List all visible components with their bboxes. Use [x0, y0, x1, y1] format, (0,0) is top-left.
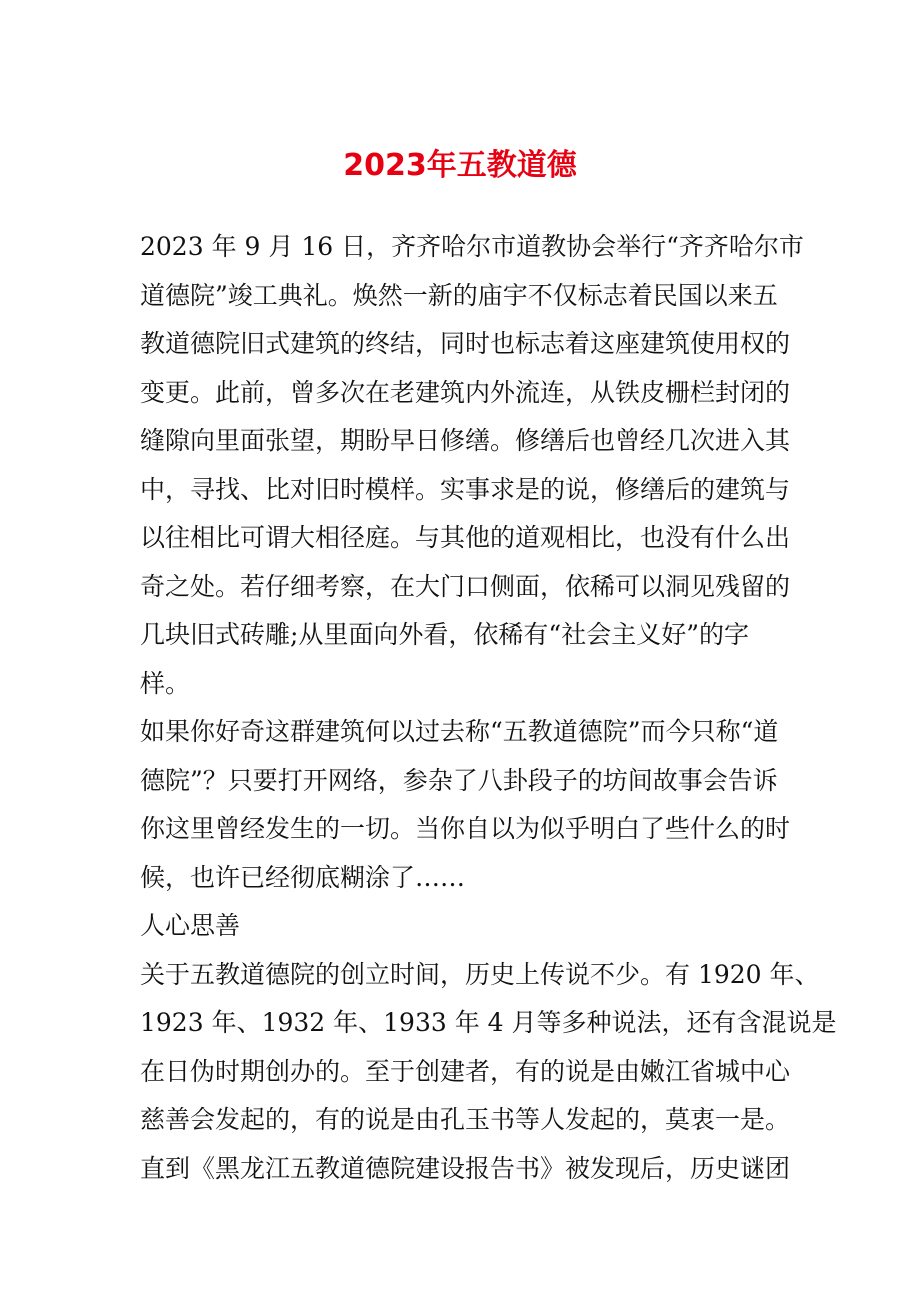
text-line: 变更。此前，曾多次在老建筑内外流连，从铁皮栅栏封闭的	[140, 377, 791, 407]
text-line: 几块旧式砖雕;从里面向外看，依稀有“社会主义好”的字	[140, 620, 749, 649]
text-line: 2023 年 9 月 16 日，齐齐哈尔市道教协会举行“齐齐哈尔市	[140, 232, 804, 261]
document-title: 2023年五教道德	[343, 148, 577, 183]
text-line: 德院”？只要打开网络，参杂了八卦段子的坊间故事会告诉	[140, 765, 778, 795]
text-line: 奇之处。若仔细考察，在大门口侧面，依稀可以洞见残留的	[140, 571, 791, 601]
text-line: 以往相比可谓大相径庭。与其他的道观相比，也没有什么出	[140, 523, 791, 552]
text-line: 你这里曾经发生的一切。当你自以为似乎明白了些什么的时	[140, 814, 791, 843]
text-line: 如果你好奇这群建筑何以过去称“五教道德院”而今只称“道	[140, 717, 779, 746]
text-line: 缝隙向里面张望，期盼早日修缮。修缮后也曾经几次进入其	[140, 426, 791, 455]
text-line: 在日伪时期创办的。至于创建者，有的说是由嫩江省城中心	[140, 1056, 791, 1086]
text-line: 候，也许已经彻底糊涂了……	[140, 862, 466, 892]
text-line: 中，寻找、比对旧时模样。实事求是的说，修缮后的建筑与	[140, 474, 791, 504]
text-line: 道德院”竣工典礼。焕然一新的庙宇不仅标志着民国以来五	[140, 280, 778, 310]
text-line: 直到《黑龙江五教道德院建设报告书》被发现后，历史谜团	[140, 1153, 791, 1183]
text-line: 教道德院旧式建筑的终结，同时也标志着这座建筑使用权的	[140, 329, 791, 358]
text-line: 关于五教道德院的创立时间，历史上传说不少。有 1920 年、	[140, 959, 820, 989]
document-body	[140, 223, 837, 1193]
text-line: 样。	[140, 668, 191, 698]
text-line: 1923 年、1932 年、1933 年 4 月等多种说法，还有含混说是	[140, 1008, 837, 1037]
section-heading: 人心思善	[140, 911, 241, 940]
text-line: 慈善会发起的，有的说是由孔玉书等人发起的，莫衷一是。	[140, 1105, 791, 1134]
